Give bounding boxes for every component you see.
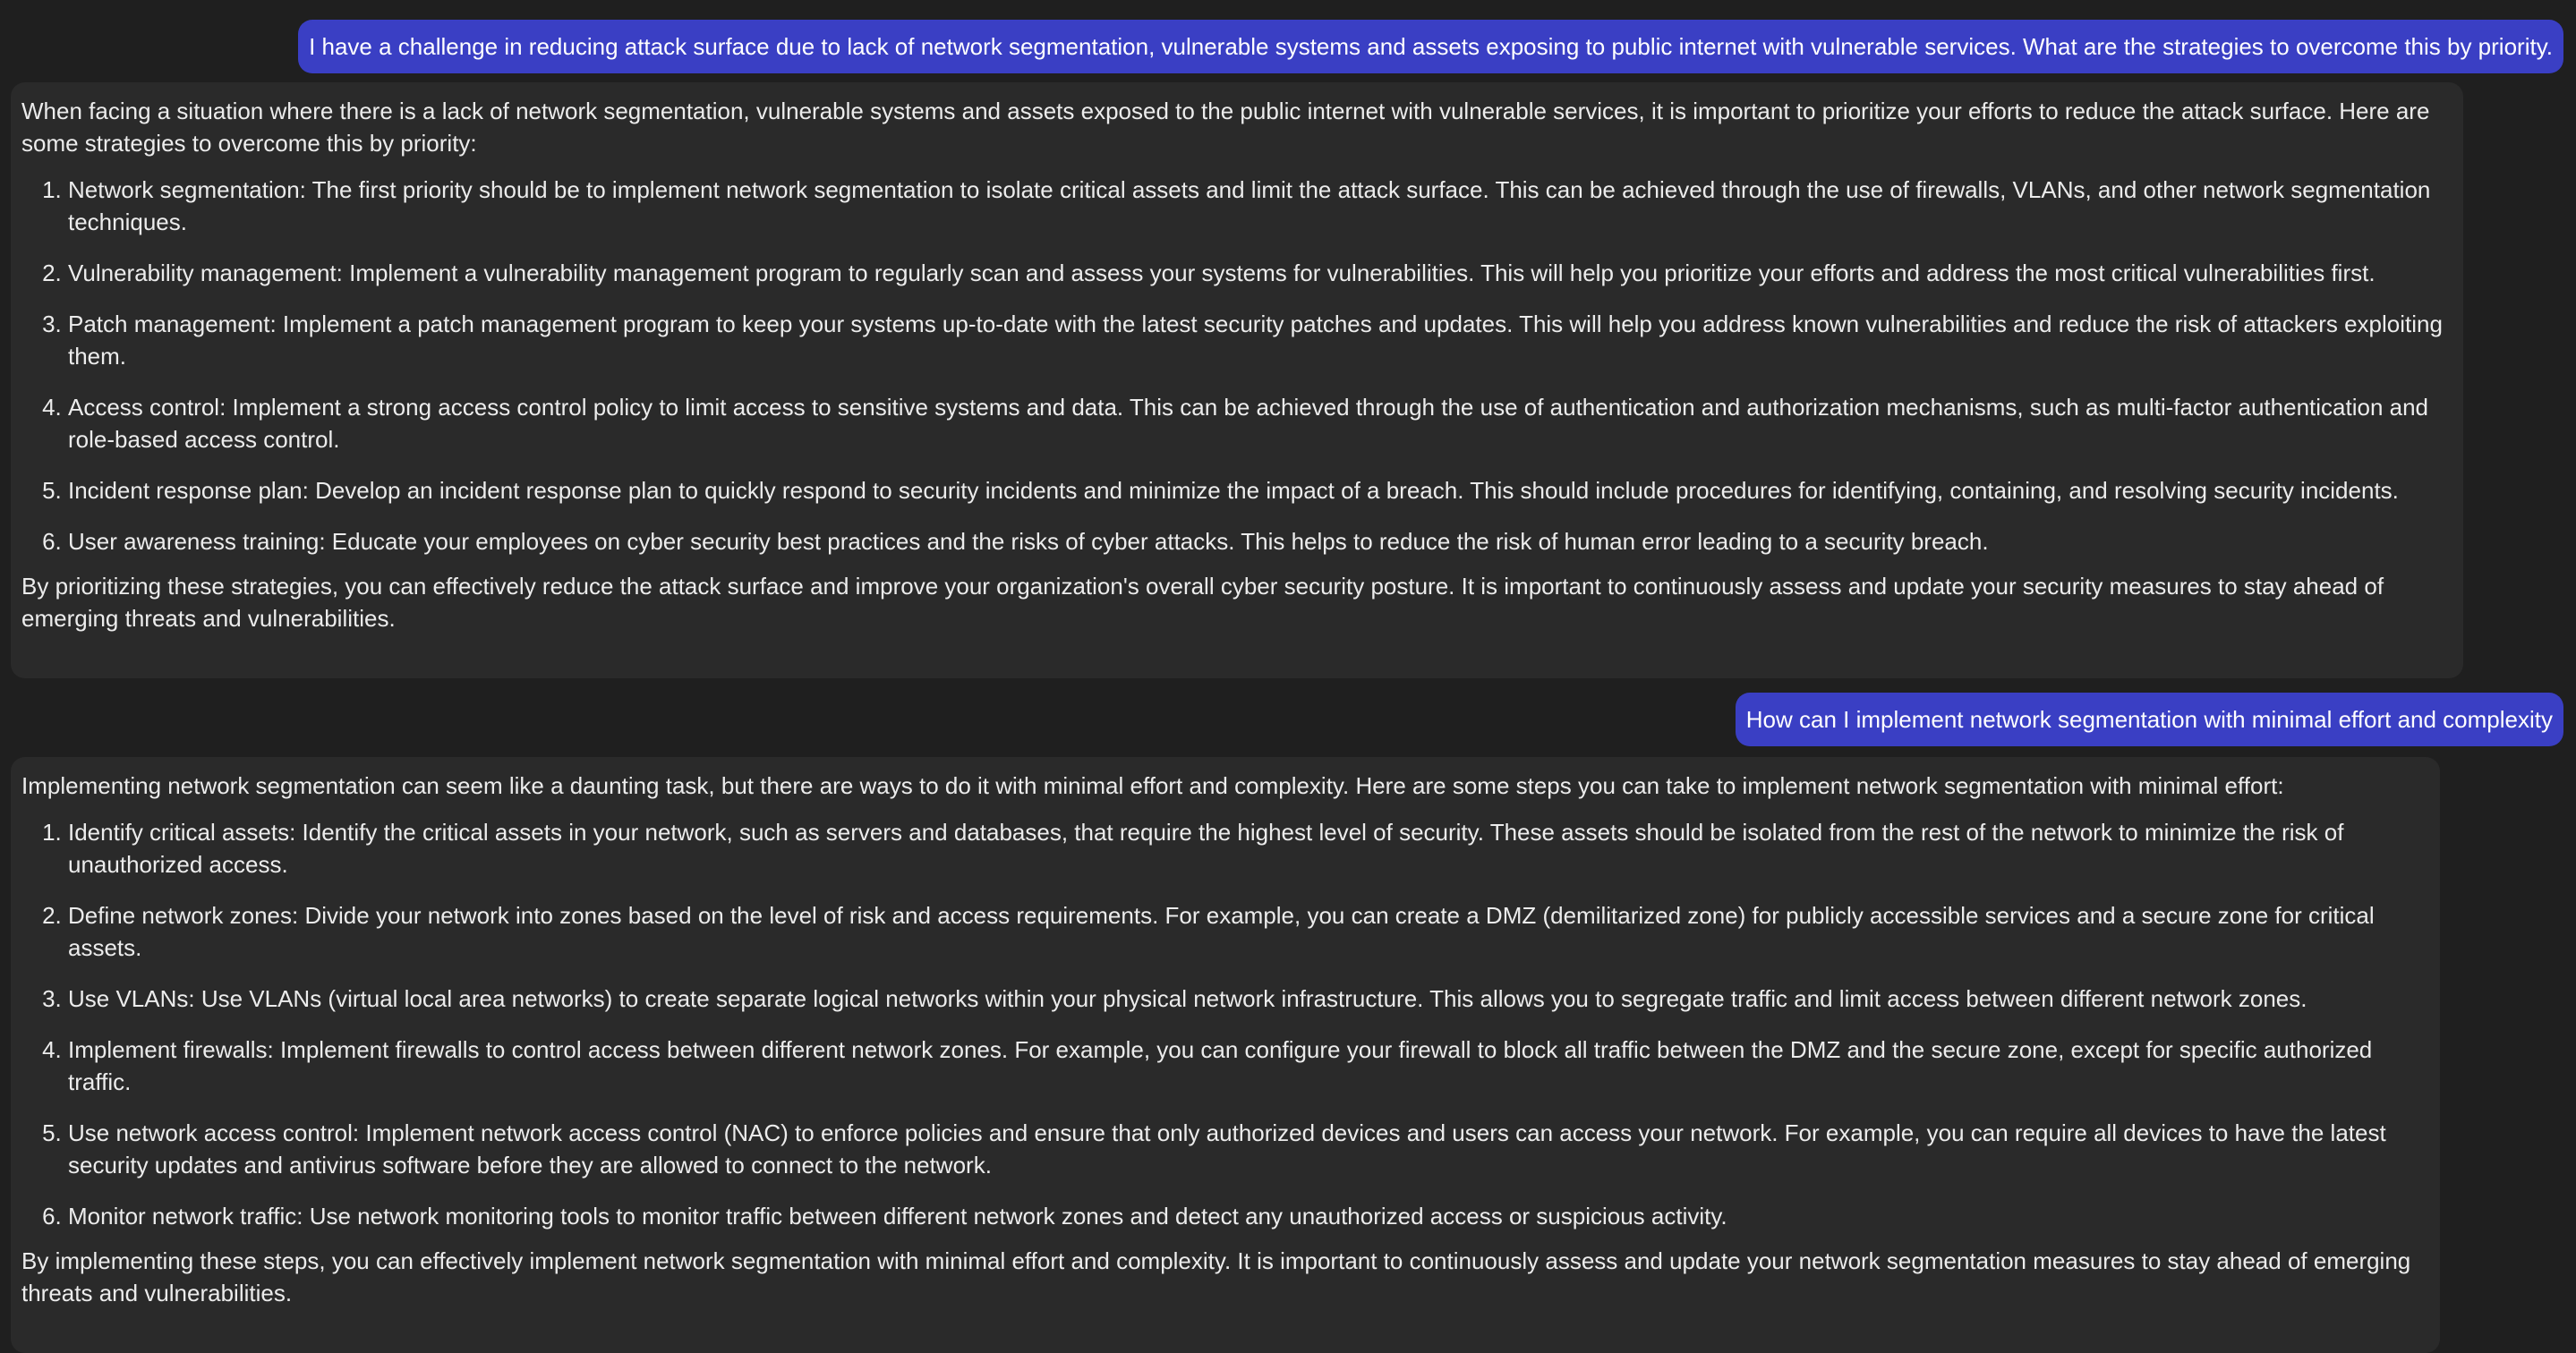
list-item: 3. Patch management: Implement a patch management program to keep your systems up-to-date with the latest security patches and updates. This will help you address known vulnerabilities and reduce the risk of attackers exploiting them.	[68, 308, 2451, 372]
list-item: 5. Use network access control: Implement network access control (NAC) to enforce policies and ensure that only authorized devices and users can access your network. For example, you can require all devices to have the latest security updates and antivirus software before they are allowed to connect to the network.	[68, 1117, 2427, 1181]
assistant-intro: Implementing network segmentation can seem like a daunting task, but there are ways to do it with minimal effort and complexity. Here are some steps you can take to implement network segmentation with minimal effort:	[21, 772, 2284, 799]
list-item: 4. Implement firewalls: Implement firewalls to control access between different network zones. For example, you can configure your firewall to block all traffic between the DMZ and the secure zone, except for specific authorized traffic.	[68, 1034, 2427, 1098]
assistant-outro: By prioritizing these strategies, you can effectively reduce the attack surface and improve your organization's overall cyber security posture. It is important to continuously assess and update your security measures to stay ahead of emerging threats and vulnerabilities.	[21, 573, 2384, 632]
list-item: 5. Incident response plan: Develop an incident response plan to quickly respond to security incidents and minimize the impact of a breach. This should include procedures for identifying, containing, and resolving security incidents.	[68, 474, 2451, 506]
user-message: How can I implement network segmentation with minimal effort and complexity	[1736, 693, 2563, 746]
list-item: 3. Use VLANs: Use VLANs (virtual local area networks) to create separate logical networks within your physical network infrastructure. This allows you to segregate traffic and limit access between different network zones.	[68, 983, 2427, 1015]
assistant-message	[11, 757, 2440, 1353]
list-item: 2. Vulnerability management: Implement a vulnerability management program to regularly scan and assess your systems for vulnerabilities. This will help you prioritize your efforts and address the most critical vulnerabilities first.	[68, 257, 2451, 289]
assistant-message	[11, 82, 2463, 678]
list-item: 6. Monitor network traffic: Use network monitoring tools to monitor traffic between different network zones and detect any unauthorized access or suspicious activity.	[68, 1200, 2427, 1232]
steps-list	[21, 816, 2427, 1232]
strategy-list	[21, 174, 2451, 557]
assistant-outro: By implementing these steps, you can effectively implement network segmentation with minimal effort and complexity. It is important to continuously assess and update your network segmentation measures to stay ahead of emerging threats and vulnerabilities.	[21, 1247, 2411, 1306]
list-item: 4. Access control: Implement a strong access control policy to limit access to sensitive systems and data. This can be achieved through the use of authentication and authorization mechanisms, such as multi-factor authentication and role-based access control.	[68, 391, 2451, 455]
list-item: 2. Define network zones: Divide your network into zones based on the level of risk and access requirements. For example, you can create a DMZ (demilitarized zone) for publicly accessible services and a secure zone for critical assets.	[68, 899, 2427, 964]
list-item: 1. Network segmentation: The first priority should be to implement network segmentation to isolate critical assets and limit the attack surface. This can be achieved through the use of firewalls, VLANs, and other network segmentation techniques.	[68, 174, 2451, 238]
list-item: 6. User awareness training: Educate your employees on cyber security best practices and the risks of cyber attacks. This helps to reduce the risk of human error leading to a security breach.	[68, 525, 2451, 557]
user-message: I have a challenge in reducing attack surface due to lack of network segmentation, vulnerable systems and assets exposing to public internet with vulnerable services. What are the strategies to overcome this by priority.	[298, 20, 2563, 73]
list-item: 1. Identify critical assets: Identify the critical assets in your network, such as servers and databases, that require the highest level of security. These assets should be isolated from the rest of the network to minimize the risk of unauthorized access.	[68, 816, 2427, 881]
assistant-intro: When facing a situation where there is a lack of network segmentation, vulnerable systems and assets exposed to the public internet with vulnerable services, it is important to prioritize your efforts to reduce the attack surface. Here are some strategies to overcome this by priority:	[21, 98, 2430, 157]
